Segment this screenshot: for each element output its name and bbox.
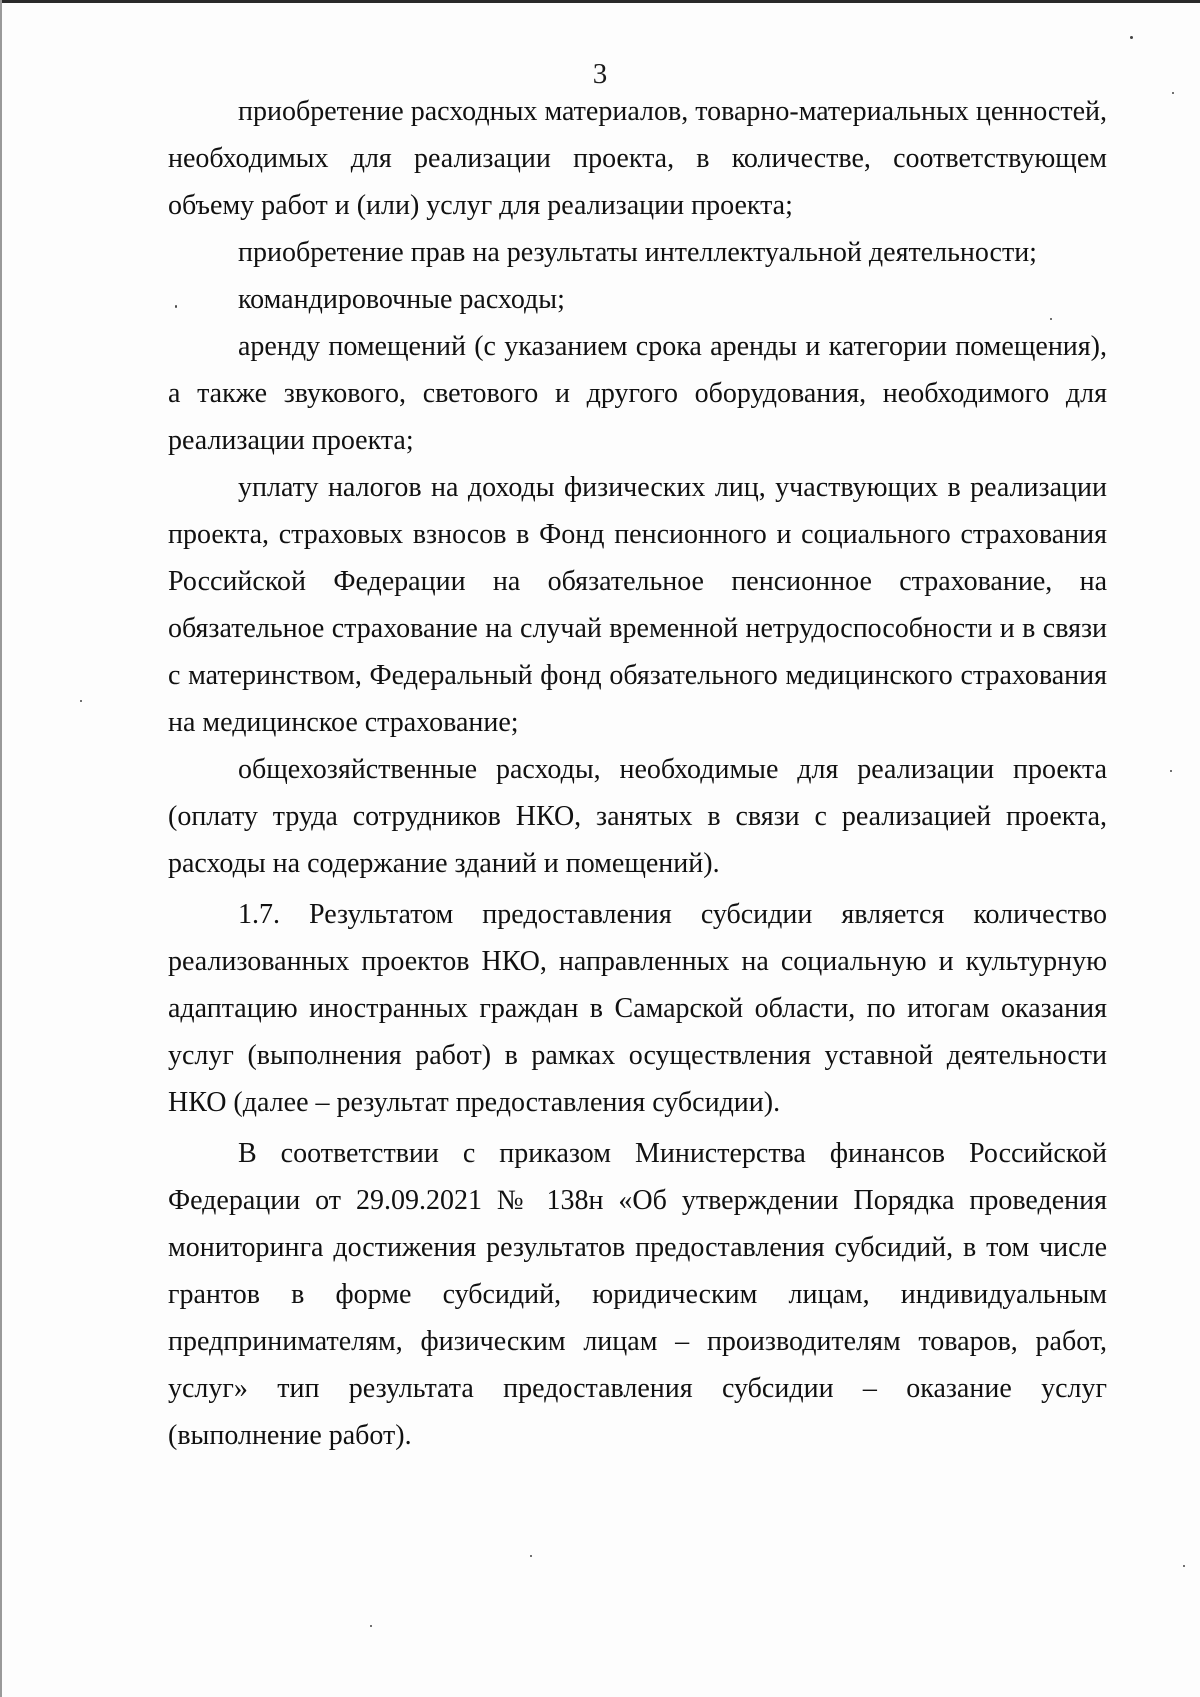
- scan-speck: [1172, 92, 1174, 94]
- document-body: [168, 88, 1107, 1459]
- paragraph-rent: аренду помещений (с указанием срока аренды и категории помещения), а также звукового, светового и другого оборудования, необходимого для реализации проекта;: [168, 331, 1107, 456]
- scan-speck: [1050, 318, 1052, 320]
- scan-speck: [530, 1555, 532, 1557]
- paragraph-taxes: уплату налогов на доходы физических лиц, участвующих в реализации проекта, страховых взносов в Фонд пенсионного и социального страхования Российской Федерации на обязательное пенсионное страхование, на обязательное страхование на случай временной нетрудоспособности и в связи с материнством, Федеральный фонд обязательного медицинского страхования на медицинское страхование;: [168, 472, 1107, 738]
- scan-speck: [175, 305, 177, 308]
- scan-speck: [370, 1625, 372, 1627]
- scan-speck: [1183, 1565, 1185, 1567]
- page-number: 3: [592, 58, 608, 90]
- paragraph-materials: приобретение расходных материалов, товарно-материальных ценностей, необходимых для реализации проекта, в количестве, соответствующем объему работ и (или) услуг для реализации проекта;: [168, 96, 1107, 221]
- scan-speck: [1170, 770, 1172, 772]
- scan-speck: [1130, 36, 1133, 39]
- paragraph-travel-expenses: командировочные расходы;: [238, 284, 565, 315]
- scan-speck: [80, 700, 82, 702]
- paragraph-ministry-order: В соответствии с приказом Министерства финансов Российской Федерации от 29.09.2021 № 138н «Об утверждении Порядка проведения мониторинга достижения результатов предоставления субсидий, в том числе грантов в форме субсидий, юридическим лицам, индивидуальным предпринимателям, физическим лицам – производителям товаров, работ, услуг» тип результата предоставления субсидии – оказание услуг (выполнение работ).: [168, 1138, 1107, 1451]
- paragraph-1-7-result: 1.7. Результатом предоставления субсидии является количество реализованных проектов НКО, направленных на социальную и культурную адаптацию иностранных граждан в Самарской области, по итогам оказания услуг (выполнения работ) в рамках осуществления уставной деятельности НКО (далее – результат предоставления субсидии).: [168, 899, 1107, 1118]
- scan-edge-left: [0, 0, 2, 1697]
- paragraph-general-expenses: общехозяйственные расходы, необходимые для реализации проекта (оплату труда сотрудников НКО, занятых в связи с реализацией проекта, расходы на содержание зданий и помещений).: [168, 754, 1107, 879]
- scan-edge-top: [0, 0, 1200, 3]
- paragraph-intellectual-rights: приобретение прав на результаты интеллектуальной деятельности;: [238, 237, 1037, 268]
